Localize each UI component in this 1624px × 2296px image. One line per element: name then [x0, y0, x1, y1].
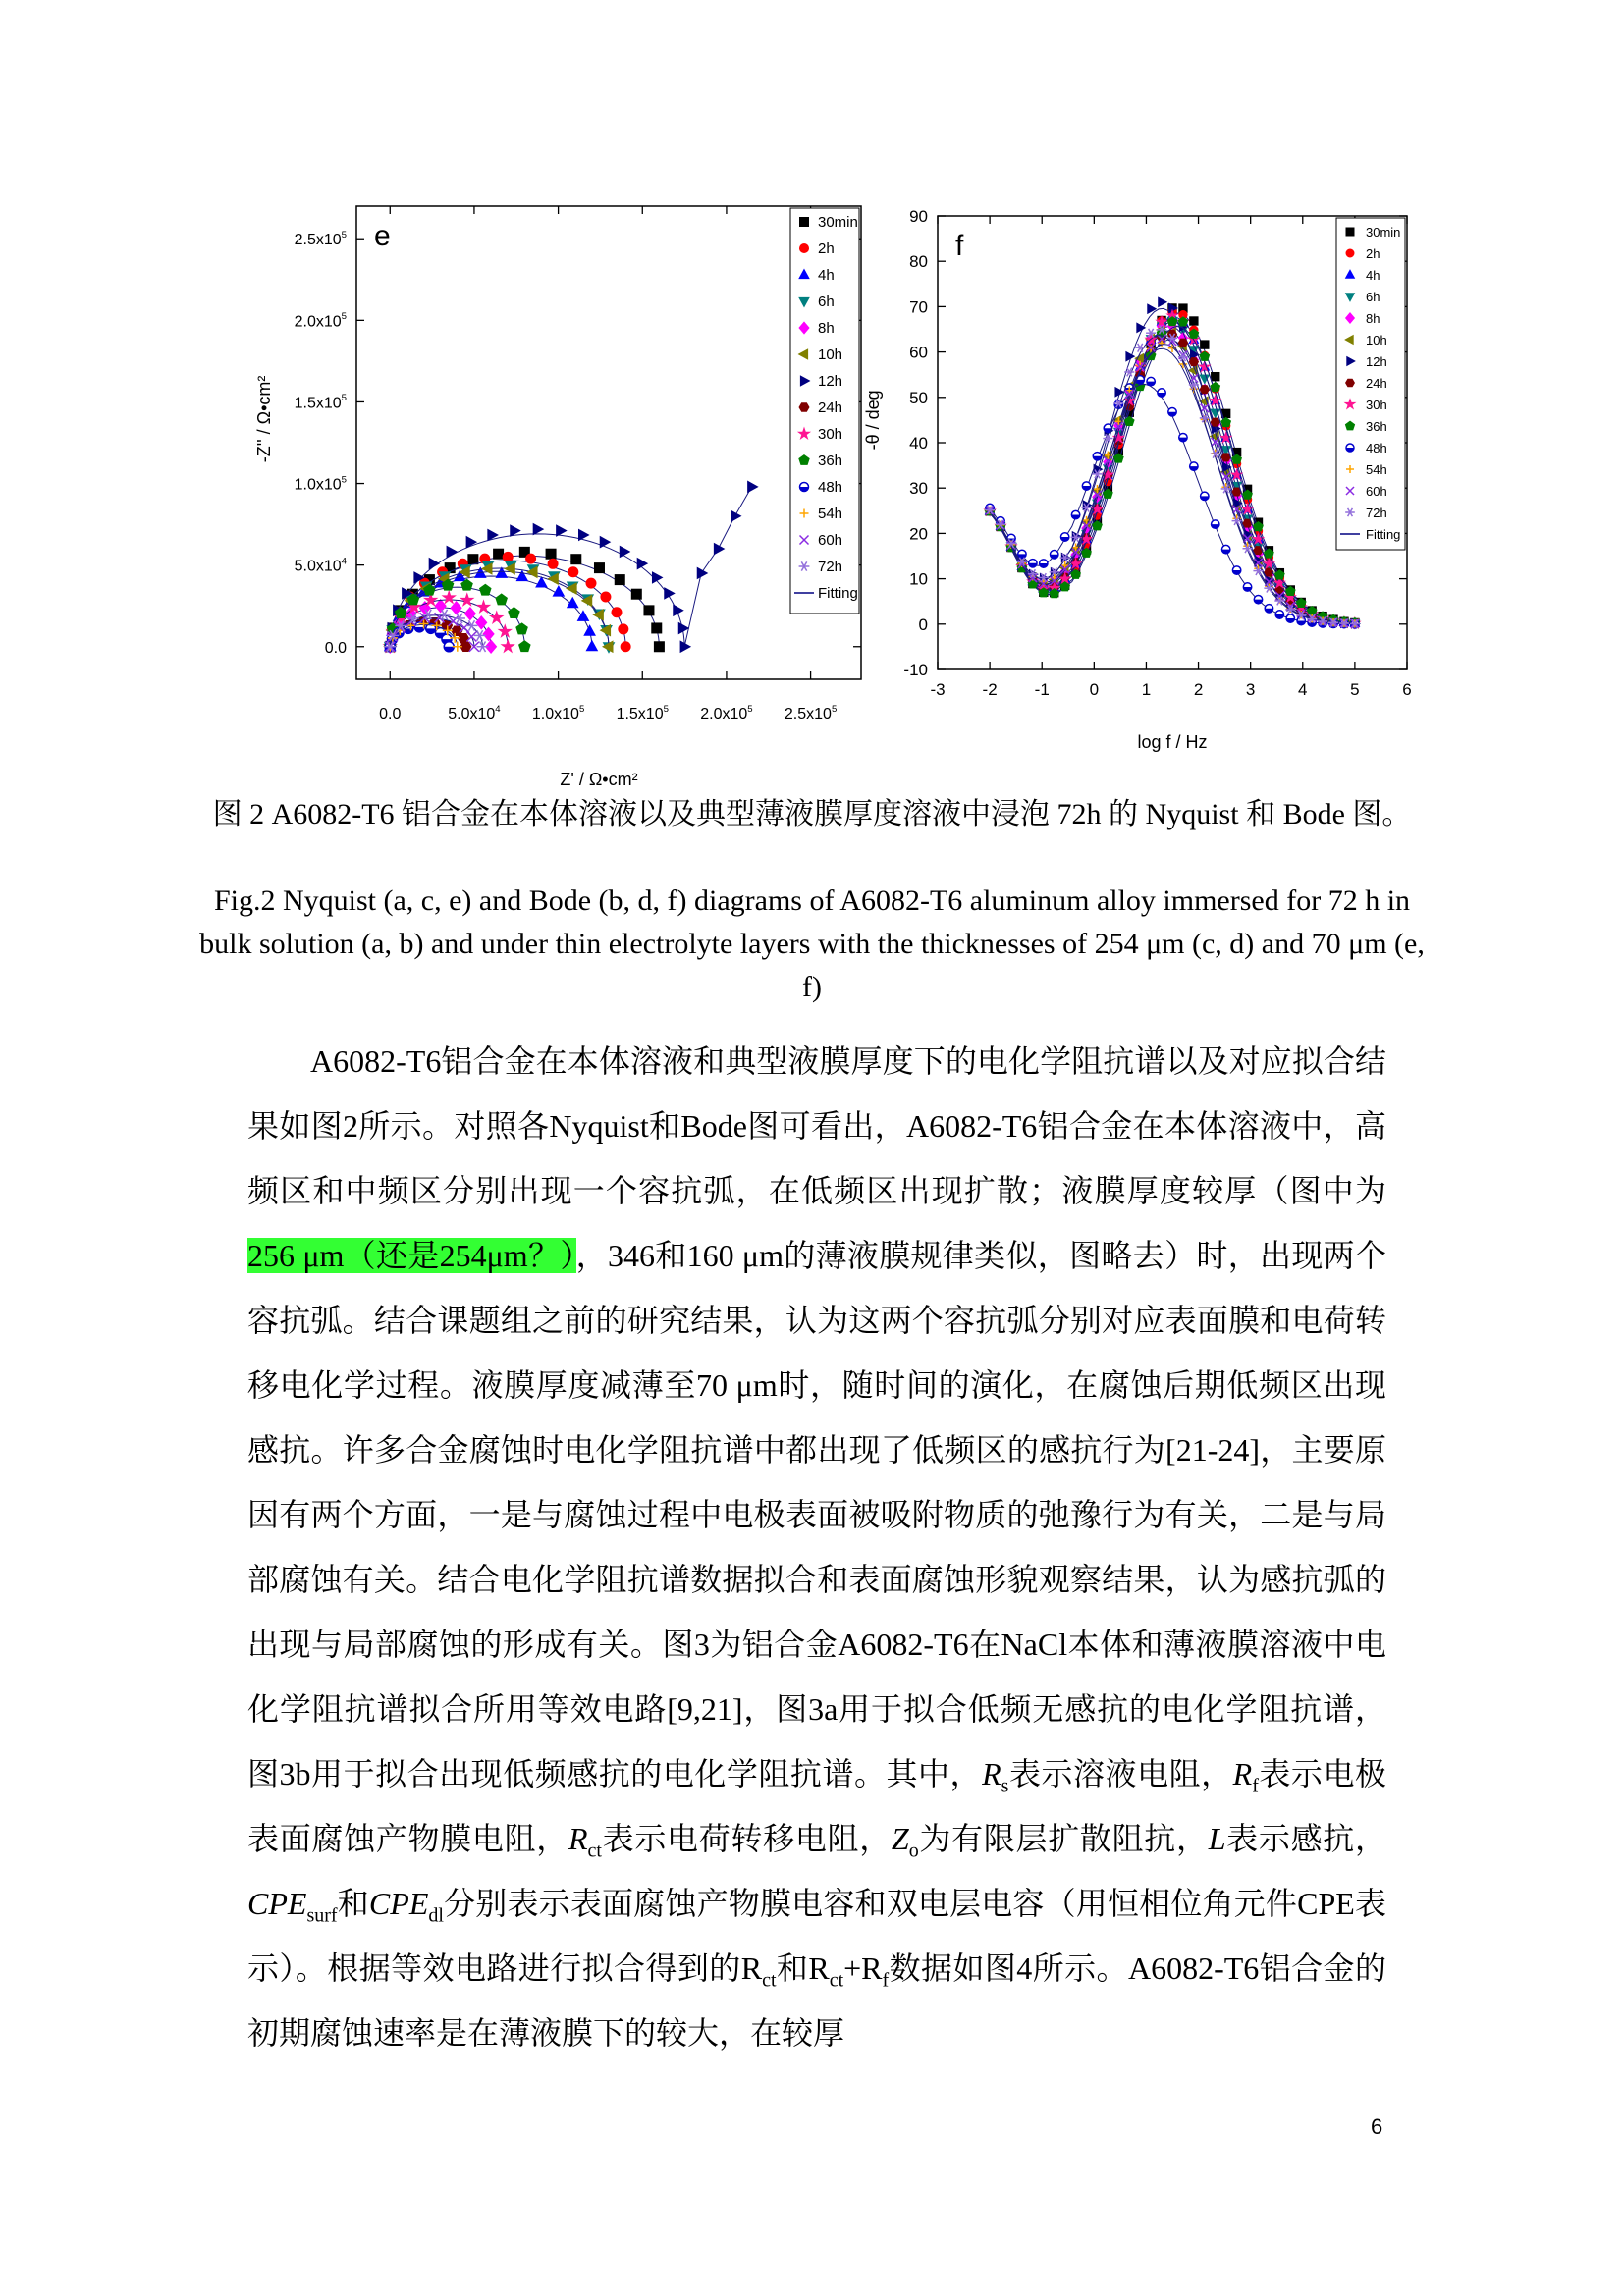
- y-tick-label: 70: [909, 297, 928, 317]
- legend-marker: [800, 218, 809, 227]
- data-point: [1147, 377, 1155, 385]
- para-text-9: 分别表示表面腐蚀产物膜电容和双电层电容（用恒相位角元件CPE表示）。根据等效电路进行拟合得到的R: [247, 1886, 1386, 1986]
- legend-label: 30h: [1366, 398, 1387, 412]
- y-axis-label: -θ / deg: [863, 390, 883, 451]
- legend-label: 2h: [818, 240, 835, 257]
- y-tick-label: $1.5x10^5$: [294, 393, 347, 412]
- x-tick-label: -3: [930, 680, 946, 699]
- data-point: [1221, 545, 1229, 553]
- y-tick-label: $2.0x10^5$: [294, 311, 347, 331]
- symbol-rf: R: [1232, 1756, 1253, 1791]
- data-point: [1254, 595, 1262, 603]
- data-point: [579, 529, 589, 540]
- panel-label: f: [955, 230, 964, 262]
- data-point: [1265, 605, 1272, 613]
- symbol-cpe-dl-sub: dl: [428, 1904, 444, 1927]
- legend-label: 30min: [1366, 225, 1401, 240]
- para-text-12: 数据如图4所示。A6082-T6铝合金的初期腐蚀速率是在薄液膜下的较大，在较厚: [247, 1950, 1386, 2051]
- symbol-cpe-dl: CPE: [368, 1886, 429, 1921]
- data-point: [1201, 341, 1209, 348]
- data-point: [1190, 317, 1198, 325]
- legend: [1336, 218, 1405, 550]
- data-point: [1093, 453, 1101, 460]
- legend: [790, 208, 859, 614]
- legend-label: 72h: [818, 559, 843, 575]
- y-tick-label: 10: [909, 569, 928, 589]
- body-paragraph: [247, 1029, 1386, 2065]
- legend-label: 48h: [1366, 441, 1387, 455]
- legend-label: 24h: [818, 400, 843, 416]
- y-tick-label: $2.5x10^5$: [294, 230, 347, 249]
- data-point: [697, 567, 707, 578]
- data-point: [1135, 344, 1145, 352]
- legend-label: 2h: [1366, 246, 1380, 261]
- y-tick-label: 30: [909, 479, 928, 499]
- para-text-5: 表示电荷转移电阻，: [601, 1821, 892, 1856]
- data-point: [483, 627, 494, 640]
- data-point: [1051, 551, 1058, 559]
- legend-label: Fitting: [818, 585, 858, 602]
- data-point: [494, 549, 504, 559]
- symbol-rct: R: [568, 1821, 588, 1856]
- legend-label: 72h: [1366, 506, 1387, 520]
- x-axis-label: log f / Hz: [1137, 732, 1208, 752]
- data-point: [496, 594, 507, 605]
- y-tick-label: $1.0x10^5$: [294, 474, 347, 494]
- page-number: 6: [1371, 2114, 1383, 2139]
- data-point: [1212, 520, 1219, 528]
- data-point: [1286, 614, 1294, 622]
- legend-label: 36h: [818, 453, 843, 469]
- data-point: [619, 624, 628, 634]
- legend-label: 54h: [818, 506, 843, 522]
- data-point: [631, 589, 641, 599]
- data-point: [1211, 418, 1219, 426]
- highlighted-thickness: 256 μm（还是254μm？）: [247, 1238, 576, 1273]
- data-point: [600, 537, 610, 548]
- legend-label: 10h: [818, 347, 843, 363]
- symbol-rs-sub: s: [1001, 1775, 1009, 1797]
- x-tick-label: 0: [1089, 680, 1100, 699]
- y-tick-label: 0: [918, 614, 928, 634]
- x-tick-label: -1: [1034, 680, 1050, 699]
- bode-plot-f: [863, 207, 1412, 752]
- y-tick-label: 80: [909, 252, 928, 272]
- x-tick-label: 3: [1245, 680, 1256, 699]
- y-tick-label: 90: [909, 207, 928, 226]
- data-point: [1018, 550, 1026, 558]
- data-point: [1221, 454, 1230, 461]
- data-point: [1178, 339, 1187, 347]
- data-point: [451, 602, 461, 614]
- para-text-11: +R: [843, 1950, 883, 1986]
- y-tick-label: 40: [909, 434, 928, 453]
- para-text-1: A6082-T6铝合金在本体溶液和典型液膜厚度下的电化学阻抗谱以及对应拟合结果如图2所示。对照各Nyquist和Bode图可看出，A6082-T6铝合金在本体溶液中，高频区和中频区分别出现一个容抗弧，在低频区出现扩散；液膜厚度较厚（图中为: [247, 1043, 1386, 1208]
- data-point: [621, 642, 630, 652]
- data-point: [615, 575, 624, 585]
- data-point: [586, 641, 597, 651]
- x-tick-label: $5.0x10^4$: [448, 703, 501, 722]
- data-point: [468, 555, 478, 564]
- para-text-6: 为有限层扩散阻抗，: [918, 1821, 1209, 1856]
- legend-label: 6h: [1366, 290, 1380, 304]
- data-point: [714, 544, 724, 555]
- y-tick-label: 60: [909, 343, 928, 362]
- legend-label: 4h: [818, 267, 835, 284]
- data-point: [435, 600, 446, 613]
- data-point: [1158, 389, 1165, 397]
- legend-marker: [1346, 249, 1354, 257]
- x-tick-label: $2.5x10^5$: [784, 703, 838, 722]
- nyquist-plot-e: [254, 206, 861, 789]
- data-point: [454, 614, 465, 623]
- data-point: [533, 524, 543, 535]
- data-point: [568, 598, 578, 608]
- x-tick-label: 1: [1141, 680, 1152, 699]
- data-point: [644, 606, 654, 615]
- para-text-8: 和: [337, 1886, 369, 1921]
- data-point: [748, 481, 758, 492]
- data-point: [429, 559, 439, 569]
- data-point: [1179, 433, 1187, 441]
- data-point: [464, 608, 475, 620]
- legend-label: 36h: [1366, 419, 1387, 434]
- symbol-cpe-surf: CPE: [247, 1886, 307, 1921]
- legend-label: 30h: [818, 426, 843, 443]
- data-point: [1200, 386, 1209, 394]
- legend-label: 4h: [1366, 268, 1380, 283]
- y-axis-label: -Z'' / Ω•cm²: [254, 375, 274, 463]
- data-point: [584, 625, 595, 635]
- data-point: [1159, 297, 1166, 306]
- data-point: [509, 608, 519, 618]
- data-point: [526, 554, 536, 563]
- legend-label: 60h: [1366, 484, 1387, 499]
- x-tick-label: 0.0: [379, 706, 402, 722]
- data-point: [1040, 560, 1048, 567]
- series-60h: [986, 335, 1359, 628]
- x-tick-label: 5: [1350, 680, 1360, 699]
- symbol-cpe-surf-sub: surf: [306, 1904, 338, 1927]
- data-point: [1201, 492, 1209, 500]
- figure-2-charts: [0, 0, 1624, 789]
- symbol-rs: R: [982, 1756, 1001, 1791]
- para-text-3: 表示溶液电阻，: [1008, 1756, 1233, 1791]
- data-point: [1178, 317, 1188, 326]
- symbol-rct-sub: ct: [587, 1840, 602, 1862]
- data-point: [731, 510, 741, 521]
- y-tick-label: $5.0x10^4$: [294, 556, 347, 575]
- data-point: [476, 616, 487, 629]
- data-point: [1189, 358, 1198, 366]
- data-point: [546, 549, 556, 559]
- data-point: [571, 555, 581, 564]
- data-point: [612, 608, 622, 617]
- x-tick-label: 6: [1402, 680, 1412, 699]
- data-point: [444, 642, 454, 652]
- data-point: [553, 586, 564, 596]
- data-point: [1060, 533, 1068, 541]
- data-point: [620, 546, 629, 557]
- data-point: [1029, 560, 1037, 567]
- x-tick-label: 4: [1298, 680, 1308, 699]
- data-point: [1071, 510, 1079, 518]
- data-point: [1168, 408, 1176, 416]
- x-tick-label: $1.0x10^5$: [531, 703, 585, 722]
- data-point: [594, 563, 604, 573]
- caption-chinese: 图 2 A6082-T6 铝合金在本体溶液以及典型薄液膜厚度溶液中浸泡 72h 的 Nyquist 和 Bode 图。: [212, 798, 1412, 830]
- data-point: [1232, 566, 1240, 574]
- symbol-rct3-sub: ct: [829, 1969, 844, 1992]
- legend-label: 60h: [818, 532, 843, 549]
- x-tick-label: $2.0x10^5$: [700, 703, 753, 722]
- data-point: [1212, 372, 1219, 380]
- legend-marker: [1346, 379, 1355, 387]
- para-text-2: ，346和160 μm的薄液膜规律类似，图略去）时，出现两个容抗弧。结合课题组之前的研究结果，认为这两个容抗弧分别对应表面膜和电荷转移电化学过程。液膜厚度减薄至70 μm时，随时间的演化，在腐蚀后期低频区出现感抗。许多合金腐蚀时电化学阻抗谱中都出现了低频区的感抗行为[21-24]，主要原因有两个方面，一是与腐蚀过程中电极表面被吸附物质的弛豫行为有关，二是与局部腐蚀有关。结合电化学阻抗谱数据拟合和表面腐蚀形貌观察结果，认为感抗弧的出现与局部腐蚀的形成有关。图3为铝合金A6082-T6在NaCl本体和薄液膜溶液中电化学阻抗谱拟合所用等效电路[9,21]，图3a用于拟合低频无感抗的电化学阻抗谱，图3b用于拟合出现低频感抗的电化学阻抗谱。其中，: [247, 1238, 1386, 1791]
- legend-label: 6h: [818, 294, 835, 310]
- symbol-l: L: [1208, 1821, 1226, 1856]
- legend-marker: [1346, 444, 1354, 452]
- data-point: [503, 552, 513, 561]
- legend-label: 12h: [818, 373, 843, 390]
- data-point: [548, 559, 558, 568]
- legend-marker: [800, 483, 809, 492]
- legend-label: 24h: [1366, 376, 1387, 391]
- data-point: [477, 601, 489, 613]
- x-tick-label: -2: [982, 680, 998, 699]
- data-point: [1082, 482, 1090, 490]
- legend-marker: [800, 244, 809, 253]
- symbol-zo: Z: [891, 1821, 909, 1856]
- y-tick-label: 50: [909, 388, 928, 407]
- panel-label: e: [374, 220, 391, 252]
- legend-label: 8h: [818, 320, 835, 337]
- data-point: [502, 640, 514, 652]
- legend-marker: [1346, 228, 1354, 236]
- data-point: [557, 525, 567, 536]
- data-point: [1275, 611, 1283, 618]
- data-point: [654, 642, 664, 652]
- data-point: [443, 591, 455, 603]
- y-tick-label: 20: [909, 524, 928, 544]
- x-axis-label: Z' / Ω•cm²: [560, 770, 638, 789]
- legend-label: 54h: [1366, 462, 1387, 477]
- symbol-rf2-sub: f: [882, 1969, 890, 1992]
- data-point: [516, 623, 527, 634]
- para-text-7: 表示感抗，: [1225, 1821, 1386, 1856]
- data-point: [1190, 462, 1198, 470]
- data-point: [568, 567, 578, 577]
- symbol-rf-sub: f: [1252, 1775, 1259, 1797]
- data-point: [586, 578, 596, 588]
- data-point: [652, 623, 662, 633]
- data-point: [1243, 583, 1251, 591]
- para-text-4: 表示电极表面腐蚀产物膜电阻，: [247, 1756, 1386, 1856]
- data-point: [480, 584, 491, 595]
- symbol-zo-sub: o: [908, 1840, 919, 1862]
- legend-label: 12h: [1366, 354, 1387, 369]
- data-point: [499, 625, 511, 637]
- legend-label: 10h: [1366, 333, 1387, 347]
- legend-marker: [799, 403, 809, 412]
- x-tick-label: $1.5x10^5$: [616, 703, 669, 722]
- y-tick-label: -10: [903, 661, 928, 679]
- data-point: [601, 592, 611, 602]
- data-point: [519, 641, 530, 652]
- legend-label: 48h: [818, 479, 843, 496]
- para-text-10: 和R: [776, 1950, 830, 1986]
- caption-english: Fig.2 Nyquist (a, c, e) and Bode (b, d, f) diagrams of A6082-T6 aluminum alloy immersed for 72 h in bulk solution (a, b) and under thin electrolyte layers with the thicknesses of 254 μm (c, d) and 70 μm (e, f): [199, 884, 1425, 1003]
- legend-label: 30min: [818, 214, 858, 231]
- data-point: [491, 612, 503, 623]
- y-tick-label: 0.0: [324, 639, 347, 657]
- x-tick-label: 2: [1193, 680, 1204, 699]
- legend-label: Fitting: [1366, 527, 1401, 542]
- legend-label: 8h: [1366, 311, 1380, 326]
- symbol-rct2-sub: ct: [762, 1969, 777, 1992]
- data-point: [1124, 416, 1134, 425]
